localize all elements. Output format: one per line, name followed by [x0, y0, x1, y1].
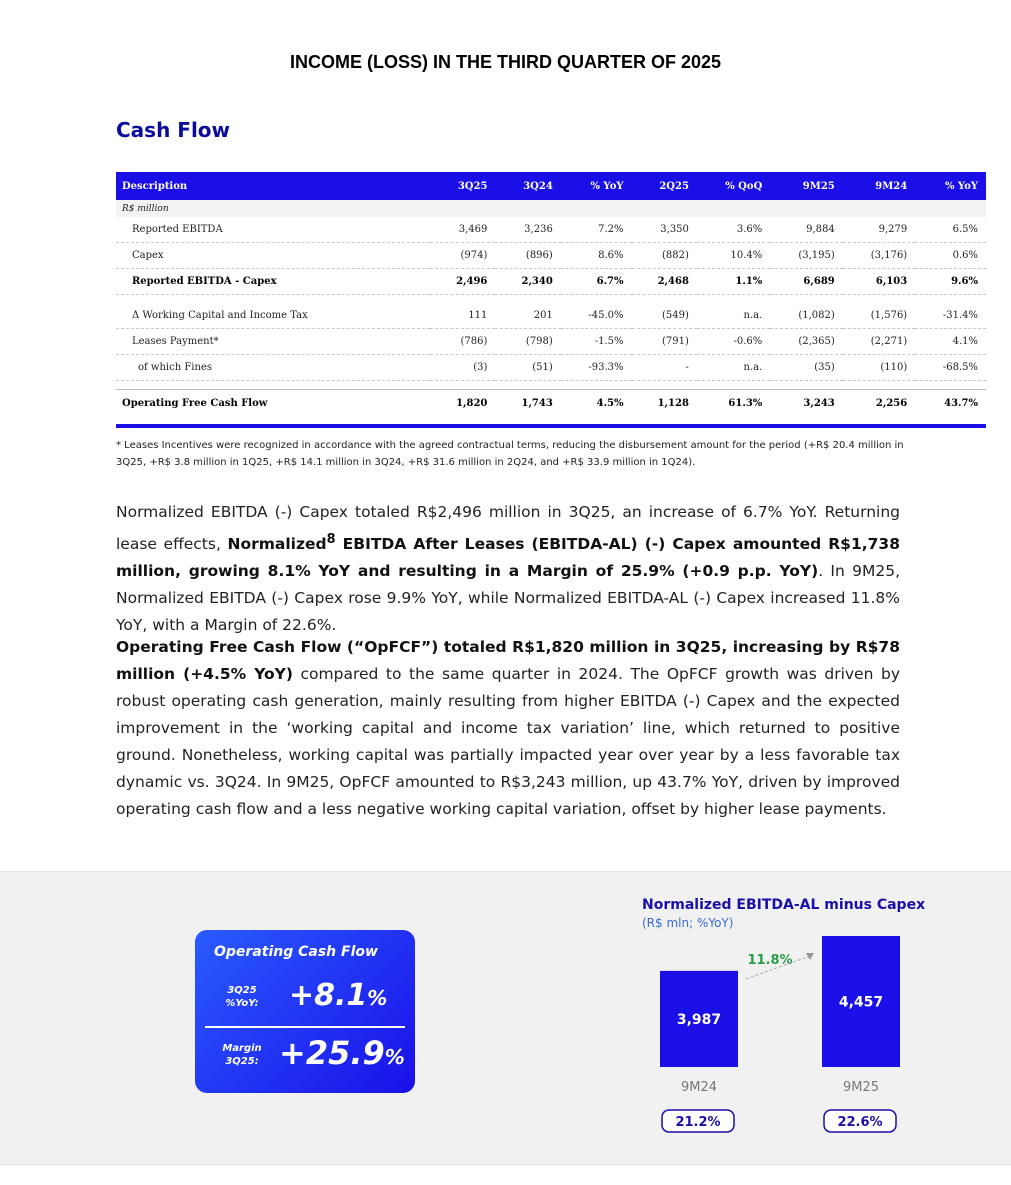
col-header-3q24: 3Q24: [495, 172, 560, 200]
cell: -68.5%: [915, 355, 986, 381]
cell: (786): [430, 329, 495, 355]
table-row: [116, 303, 986, 329]
chart-subtitle: (R$ mln; %YoY): [642, 916, 734, 930]
value-number: +8.1: [289, 978, 368, 1013]
cell: (35): [770, 355, 842, 381]
cell: 2,468: [632, 269, 697, 295]
card-title: Operating Cash Flow: [214, 944, 378, 960]
cell: (791): [632, 329, 697, 355]
paragraph-opfcf: [116, 634, 900, 823]
bar-value-label: 4,457: [838, 994, 884, 1011]
cell: 2,496: [430, 269, 495, 295]
cell: 61.3%: [697, 390, 770, 417]
row-label: of which Fines: [116, 355, 430, 381]
cash-flow-table: [116, 172, 986, 416]
row-label: Leases Payment*: [116, 329, 430, 355]
col-header-9m25: 9M25: [770, 172, 842, 200]
row-label: Reported EBITDA - Capex: [116, 269, 430, 295]
cell: 1,128: [632, 390, 697, 417]
margin-value: [279, 1034, 405, 1072]
row-label: Δ Working Capital and Income Tax: [116, 303, 430, 329]
margin-label: 21.2%: [675, 1115, 721, 1130]
cell: -1.5%: [561, 329, 632, 355]
cell: 201: [495, 303, 560, 329]
cell: 2,340: [495, 269, 560, 295]
page-title: INCOME (LOSS) IN THE THIRD QUARTER OF 2025: [289, 52, 722, 72]
text-run: compared to the same quarter in 2024. The OpFCF growth was driven by robust operating cash generation, mainly resulting from higher EBITDA (-) Capex and the expected improvement in the ‘working capital and income tax variation’ line, which returned to positive ground. Nonetheless, working capital was partially impacted year over year by a less favorable tax dynamic vs. 3Q24. In 9M25, OpFCF amounted to R$3,243 million, up 43.7% YoY, driven by improved operating cash flow and a less negative working capital variation, offset by higher lease payments.: [116, 665, 900, 818]
cell: (51): [495, 355, 560, 381]
row-label: Reported EBITDA: [116, 217, 430, 243]
cell: 9,884: [770, 217, 842, 243]
cell: 8.6%: [561, 243, 632, 269]
table-header-row: [116, 172, 986, 200]
margin-label: [217, 1042, 267, 1068]
ebitda-al-capex-chart: [640, 935, 940, 1145]
cell: 1,820: [430, 390, 495, 417]
cell: (896): [495, 243, 560, 269]
text-run: Normalized: [227, 535, 327, 554]
cell: (1,576): [843, 303, 915, 329]
cell: 2,256: [843, 390, 915, 417]
cell: (974): [430, 243, 495, 269]
cell: 6,103: [843, 269, 915, 295]
cell: (2,271): [843, 329, 915, 355]
table-row: [116, 329, 986, 355]
bold-run: Operating Free Cash Flow (“OpFCF”) totaled R$1,820 million in 3Q25, increasing by R$78 million (+4.5% YoY): [116, 638, 900, 683]
cell: n.a.: [697, 303, 770, 329]
cell: (1,082): [770, 303, 842, 329]
unit-row: [116, 200, 986, 217]
table-row: [116, 269, 986, 295]
table-footnote: * Leases Incentives were recognized in accordance with the agreed contractual terms, reducing the disbursement amount for the period (+R$ 20.4 million in 3Q25, +R$ 3.8 million in 1Q25, +R$ 14.1 million in 3Q24, +R$ 31.6 million in 2Q24, and +R$ 33.9 million in 1Q24).: [116, 440, 904, 468]
value-unit: %: [367, 986, 388, 1010]
category-label: 9M25: [842, 1080, 880, 1095]
paragraph-ebitda-capex: [116, 499, 900, 639]
operating-cash-flow-card: [195, 930, 415, 1093]
text-run: Normalized EBITDA (-) Capex totaled R$2,496 million in 3Q25, an increase of 6.7% YoY. Returning lease effects,: [116, 503, 900, 554]
cell: 6.5%: [915, 217, 986, 243]
chart-title: Normalized EBITDA-AL minus Capex: [642, 897, 926, 913]
cell: 3.6%: [697, 217, 770, 243]
cell: (3,195): [770, 243, 842, 269]
cell: (882): [632, 243, 697, 269]
margin-label: 22.6%: [837, 1115, 883, 1130]
table-total-row: [116, 390, 986, 417]
table-row: [116, 243, 986, 269]
cell: 9,279: [843, 217, 915, 243]
col-header-yoy: % YoY: [561, 172, 632, 200]
cell: (110): [843, 355, 915, 381]
col-header-9m24: 9M24: [843, 172, 915, 200]
bar-value-label: 3,987: [676, 1011, 722, 1028]
spacer-row: [116, 381, 986, 390]
col-header-qoq: % QoQ: [697, 172, 770, 200]
spacer-row: [116, 295, 986, 304]
table-row: [116, 217, 986, 243]
cell: -93.3%: [561, 355, 632, 381]
cell: 3,236: [495, 217, 560, 243]
cell: 9.6%: [915, 269, 986, 295]
row-label: Operating Free Cash Flow: [116, 390, 430, 417]
cell: 6.7%: [561, 269, 632, 295]
cell: (3,176): [843, 243, 915, 269]
cell: 7.2%: [561, 217, 632, 243]
cell: 10.4%: [697, 243, 770, 269]
label-line: Margin: [222, 1043, 262, 1054]
table-bottom-rule: [116, 424, 986, 428]
footnote-ref: 8: [326, 532, 336, 547]
cell: 4.5%: [561, 390, 632, 417]
cell: 111: [430, 303, 495, 329]
yoy-label: [217, 984, 267, 1010]
bold-run: [116, 532, 900, 581]
yoy-value: [289, 978, 387, 1013]
value-unit: %: [384, 1045, 405, 1069]
cell: (3): [430, 355, 495, 381]
text-run: EBITDA After Leases (EBITDA-AL) (-) Capex amounted R$1,738 million, growing 8.1% YoY and resulting in a Margin of 25.9% (+0.9 p.p. YoY): [116, 535, 900, 581]
cell: 43.7%: [915, 390, 986, 417]
cell: (549): [632, 303, 697, 329]
text-run: . In 9M25, Normalized EBITDA (-) Capex rose 9.9% YoY, while Normalized EBITDA-AL (-) Capex increased 11.8% YoY, with a Margin of 22.6%.: [116, 562, 900, 635]
unit-label: R$ million: [116, 200, 986, 217]
col-header-9m-yoy: % YoY: [915, 172, 986, 200]
cell: -45.0%: [561, 303, 632, 329]
cell: 3,243: [770, 390, 842, 417]
label-line: 3Q25:: [225, 1056, 259, 1067]
label-line: %YoY:: [225, 998, 259, 1009]
col-header-2q25: 2Q25: [632, 172, 697, 200]
cell: -0.6%: [697, 329, 770, 355]
cell: 6,689: [770, 269, 842, 295]
cell: (798): [495, 329, 560, 355]
cell: -31.4%: [915, 303, 986, 329]
cell: n.a.: [697, 355, 770, 381]
cell: 3,350: [632, 217, 697, 243]
cell: -: [632, 355, 697, 381]
growth-label: 11.8%: [747, 953, 793, 968]
cell: 4.1%: [915, 329, 986, 355]
cell: (2,365): [770, 329, 842, 355]
category-label: 9M24: [680, 1080, 718, 1095]
row-label: Capex: [116, 243, 430, 269]
cell: 3,469: [430, 217, 495, 243]
col-header-3q25: 3Q25: [430, 172, 495, 200]
table-row: [116, 355, 986, 381]
value-number: +25.9: [279, 1034, 385, 1072]
cell: 1.1%: [697, 269, 770, 295]
col-header-description: Description: [116, 172, 430, 200]
label-line: 3Q25: [227, 985, 257, 996]
section-title: Cash Flow: [116, 118, 231, 142]
cell: 1,743: [495, 390, 560, 417]
card-divider: [205, 1026, 405, 1028]
cell: 0.6%: [915, 243, 986, 269]
